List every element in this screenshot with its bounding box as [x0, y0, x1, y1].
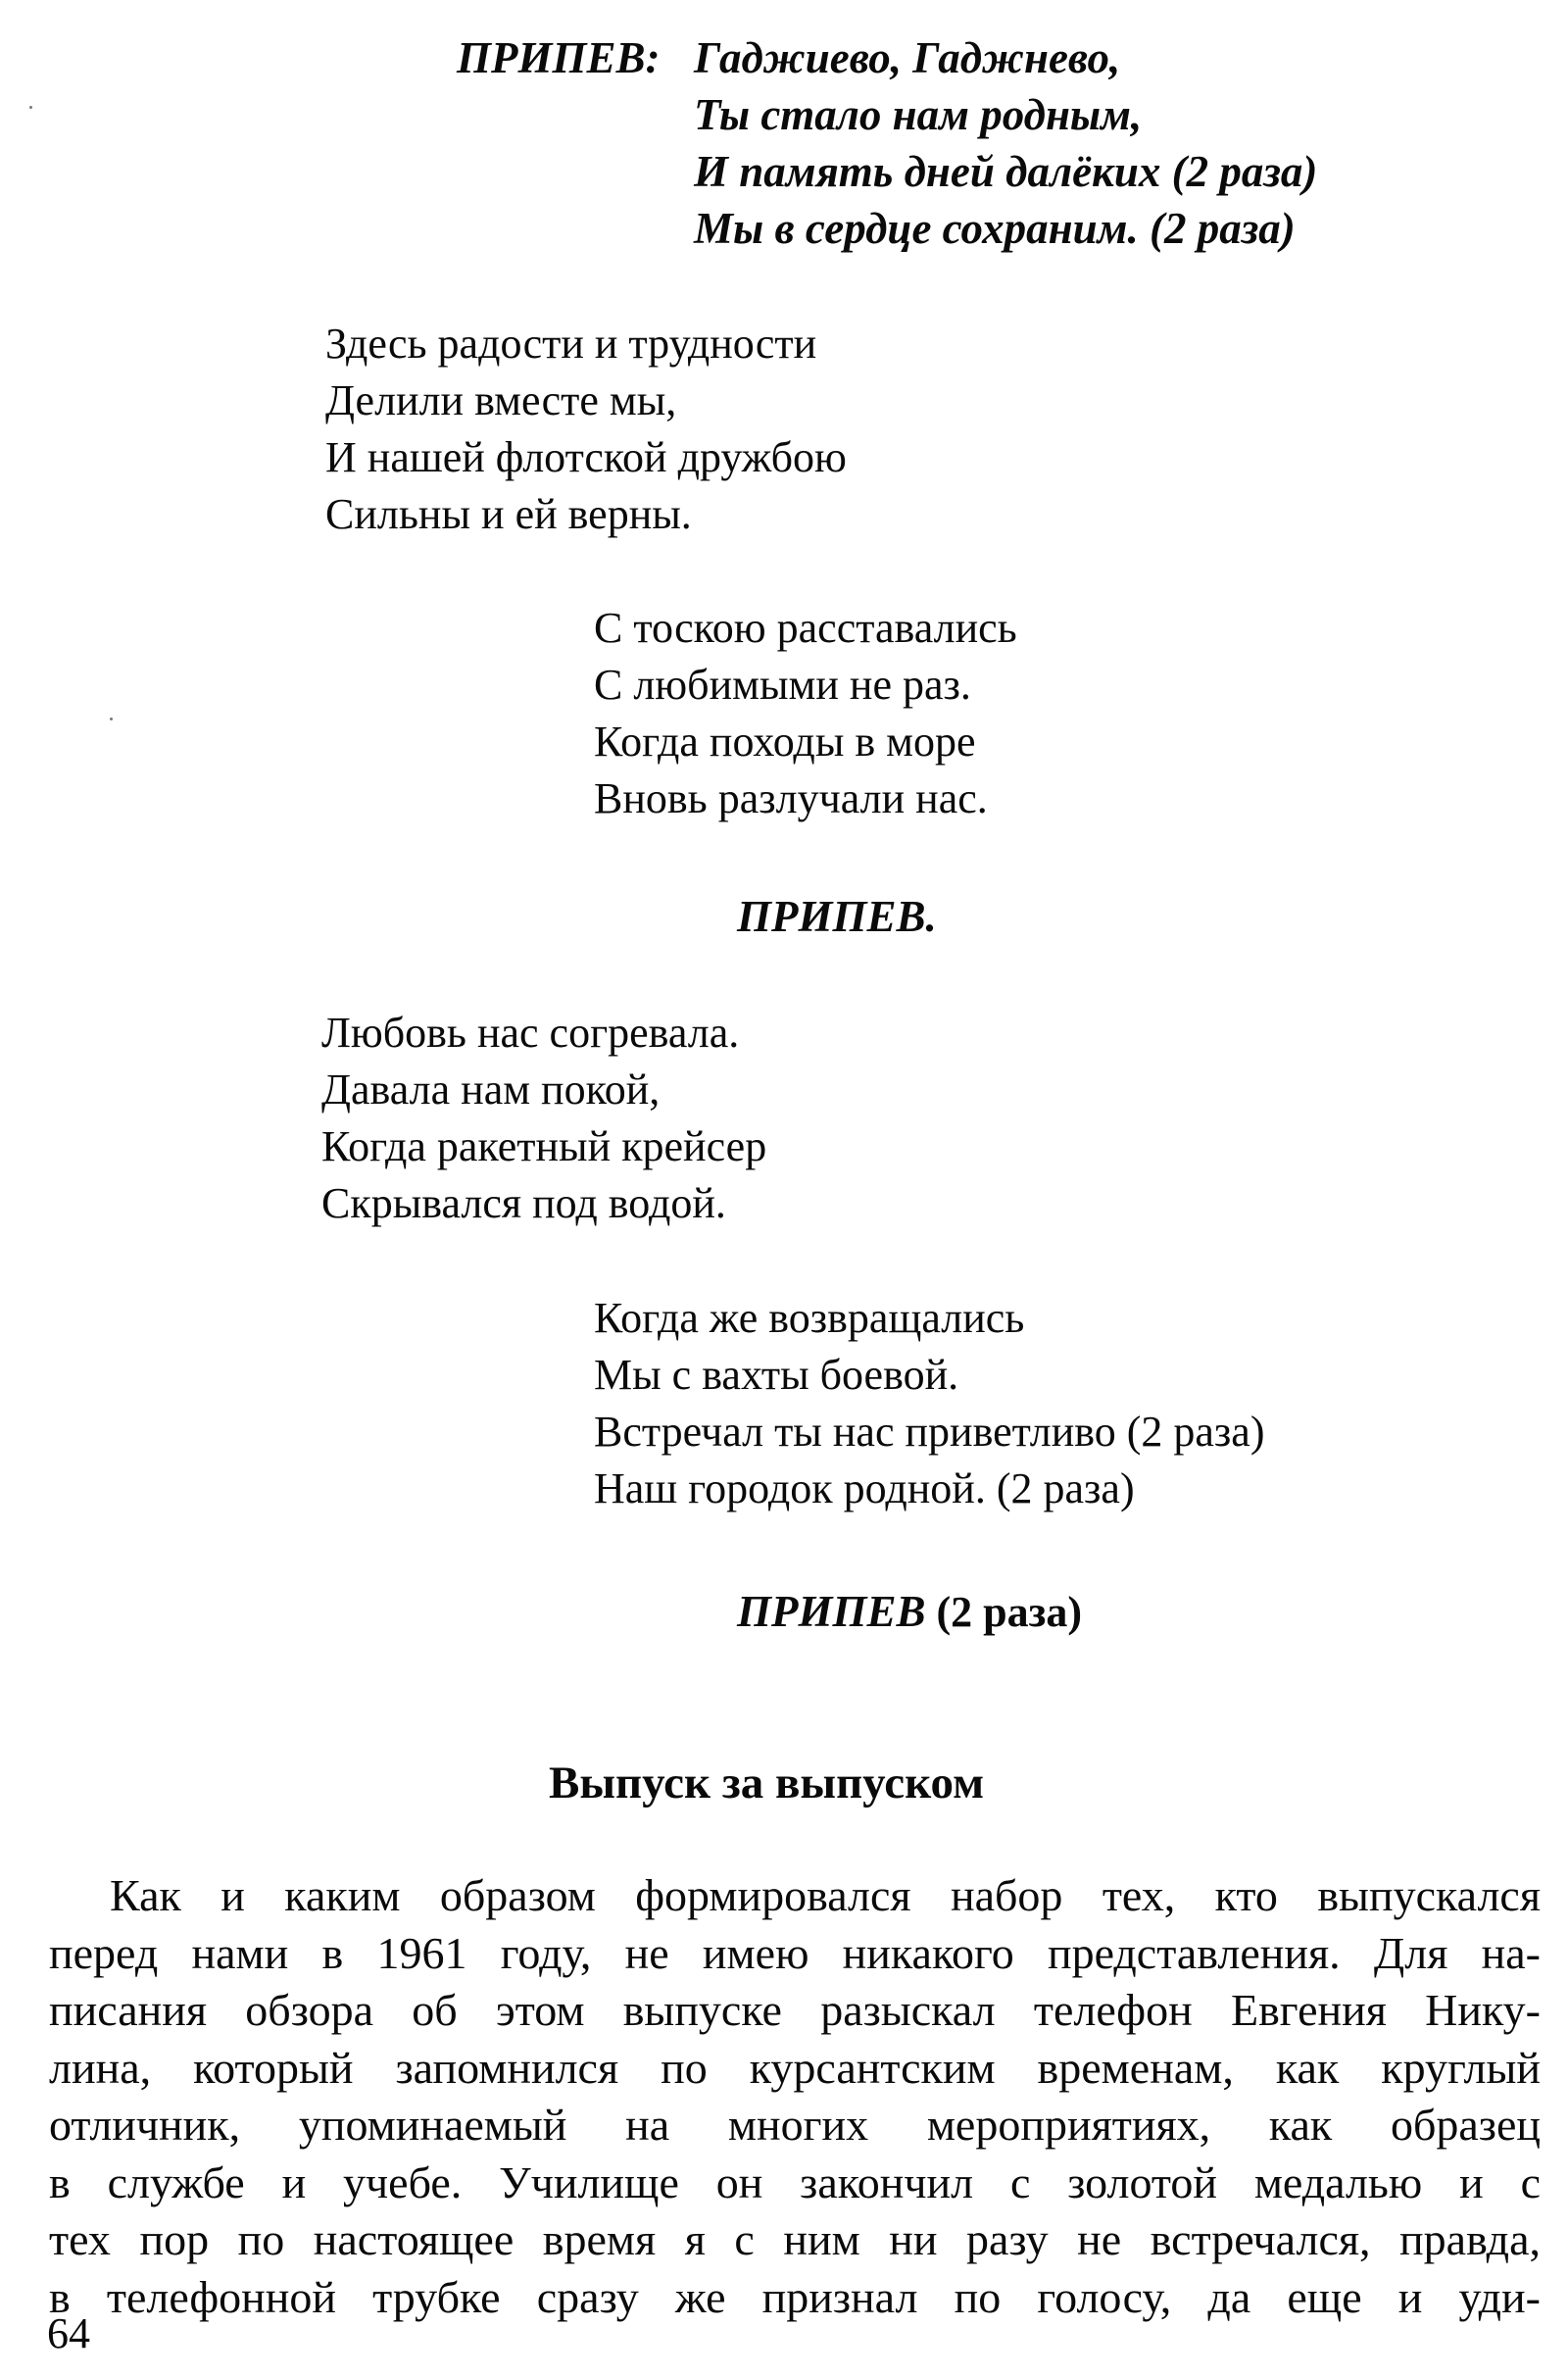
paragraph-line: писания обзора об этом выпуске разыскал телефон Евгения Нику-: [49, 1985, 1541, 2035]
verse4-line: Мы с вахты боевой.: [594, 1351, 959, 1399]
scan-speck: [110, 718, 113, 720]
page-number: 64: [47, 2309, 90, 2357]
paragraph-line: Как и каким образом формировался набор тех, кто выпускался: [110, 1870, 1541, 1920]
verse1-line: Делили вместе мы,: [325, 376, 677, 424]
verse4-line: Когда же возвращались: [594, 1294, 1025, 1342]
chorus-line: Гаджиево, Гаджнево,: [694, 33, 1121, 82]
verse1-line: Сильны и ей верны.: [325, 490, 692, 538]
chorus-line: Мы в сердце сохраним. (2 раза): [694, 204, 1296, 253]
verse3-line: Давала нам покой,: [321, 1065, 661, 1114]
paragraph-line: перед нами в 1961 году, не имею никакого представления. Для на-: [49, 1927, 1541, 1978]
paragraph-line: отличник, упоминаемый на многих мероприятиях, как образец: [49, 2100, 1541, 2150]
verse3-line: Любовь нас согревала.: [321, 1009, 740, 1057]
verse3-line: Скрывался под водой.: [321, 1179, 726, 1227]
chorus-line: И память дней далёких (2 раза): [694, 147, 1318, 196]
chorus-label: ПРИПЕВ:: [457, 33, 661, 82]
paragraph-line: в телефонной трубке сразу же признал по голосу, да еще и уди-: [49, 2271, 1541, 2322]
scan-speck: [29, 106, 32, 109]
verse3-line: Когда ракетный крейсер: [321, 1122, 767, 1170]
verse1-line: И нашей флотской дружбою: [325, 433, 847, 481]
verse4-line: Наш городок родной. (2 раза): [594, 1464, 1135, 1512]
paragraph-line: тех пор по настоящее время я с ним ни разу не встречался, правда,: [49, 2214, 1541, 2264]
verse4-line: Встречал ты нас приветливо (2 раза): [594, 1408, 1265, 1456]
chorus-line: Ты стало нам родным,: [694, 90, 1143, 139]
paragraph-line: в службе и учебе. Училище он закончил с золотой медалью и с: [49, 2156, 1541, 2207]
verse2-line: С любимыми не раз.: [594, 661, 971, 709]
verse1-line: Здесь радости и трудности: [325, 320, 817, 368]
body-paragraph: [49, 1867, 1541, 2326]
section-title: Выпуск за выпуском: [549, 1758, 985, 1808]
verse2-line: Вновь разлучали нас.: [594, 774, 988, 822]
verse2-line: Когда походы в море: [594, 718, 976, 766]
verse2-line: С тоскою расставались: [594, 604, 1017, 652]
chorus-reference: ПРИПЕВ.: [737, 892, 937, 941]
chorus-reference-repeat: [737, 1583, 1082, 1641]
chorus-reference-label: ПРИПЕВ: [737, 1587, 926, 1636]
paragraph-line: лина, который запомнился по курсантским временам, как круглый: [49, 2042, 1541, 2093]
chorus-reference-suffix: (2 раза): [936, 1588, 1082, 1636]
